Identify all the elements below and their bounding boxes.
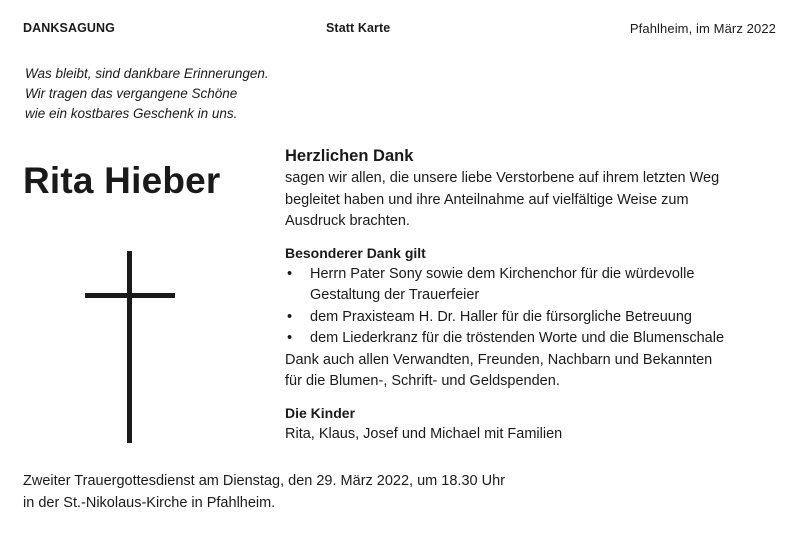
header-label-statt-karte: Statt Karte: [326, 21, 391, 35]
thanks-body-line: begleitet haben und ihre Anteilnahme auf vielfältige Weise zum: [285, 191, 689, 208]
list-item-text: dem Liederkranz für die tröstenden Worte und die Blumenschale: [310, 330, 725, 346]
poem-line: Wir tragen das vergangene Schöne: [25, 86, 238, 101]
signature-heading: Die Kinder: [285, 404, 356, 421]
poem-line: Was bleibt, sind dankbare Erinnerungen.: [25, 66, 269, 81]
poem: [25, 64, 269, 124]
list-item-text: Gestaltung der Trauerfeier: [310, 287, 480, 303]
special-thanks-heading: Besonderer Dank gilt: [285, 244, 426, 261]
list-item-text: dem Praxisteam H. Dr. Haller für die fürsorgliche Betreuung: [310, 308, 692, 325]
thanks-body-line: sagen wir allen, die unsere liebe Verstorbene auf ihrem letzten Weg: [285, 170, 720, 186]
deceased-name: Rita Hieber: [23, 160, 221, 201]
poem-line: wie ein kostbares Geschenk in uns.: [25, 106, 238, 121]
thanks-body-line: Ausdruck brachten.: [285, 213, 410, 229]
additional-thanks: [285, 350, 785, 393]
service-notice: [23, 471, 505, 514]
list-item: [285, 264, 785, 307]
special-thanks-list: [285, 264, 785, 350]
service-notice-line: in der St.-Nikolaus-Kirche in Pfahlheim.: [23, 494, 276, 511]
thanks-title: Herzlichen Dank: [285, 147, 414, 165]
header-label-danksagung: DANKSAGUNG: [23, 21, 115, 35]
signature-names: Rita, Klaus, Josef und Michael mit Familien: [285, 425, 563, 442]
service-notice-line: Zweiter Trauergottesdienst am Dienstag, den 29. März 2022, um 18.30 Uhr: [23, 473, 505, 489]
additional-thanks-line: für die Blumen-, Schrift- und Geldspenden.: [285, 373, 560, 389]
header-place-date: Pfahlheim, im März 2022: [629, 21, 776, 36]
bullet-icon: •: [287, 330, 293, 346]
bullet-icon: •: [287, 265, 293, 282]
cross-icon-vertical-beam: [127, 251, 132, 443]
list-item: [285, 328, 785, 350]
list-item-text: Herrn Pater Sony sowie dem Kirchenchor für die würdevolle: [310, 265, 695, 282]
additional-thanks-line: Dank auch allen Verwandten, Freunden, Nachbarn und Bekannten: [285, 351, 713, 368]
cross-icon-horizontal-beam: [85, 293, 175, 298]
thanks-body: [285, 168, 785, 233]
thanks-section: [285, 144, 785, 445]
bullet-icon: •: [287, 308, 293, 325]
list-item: [285, 307, 785, 329]
